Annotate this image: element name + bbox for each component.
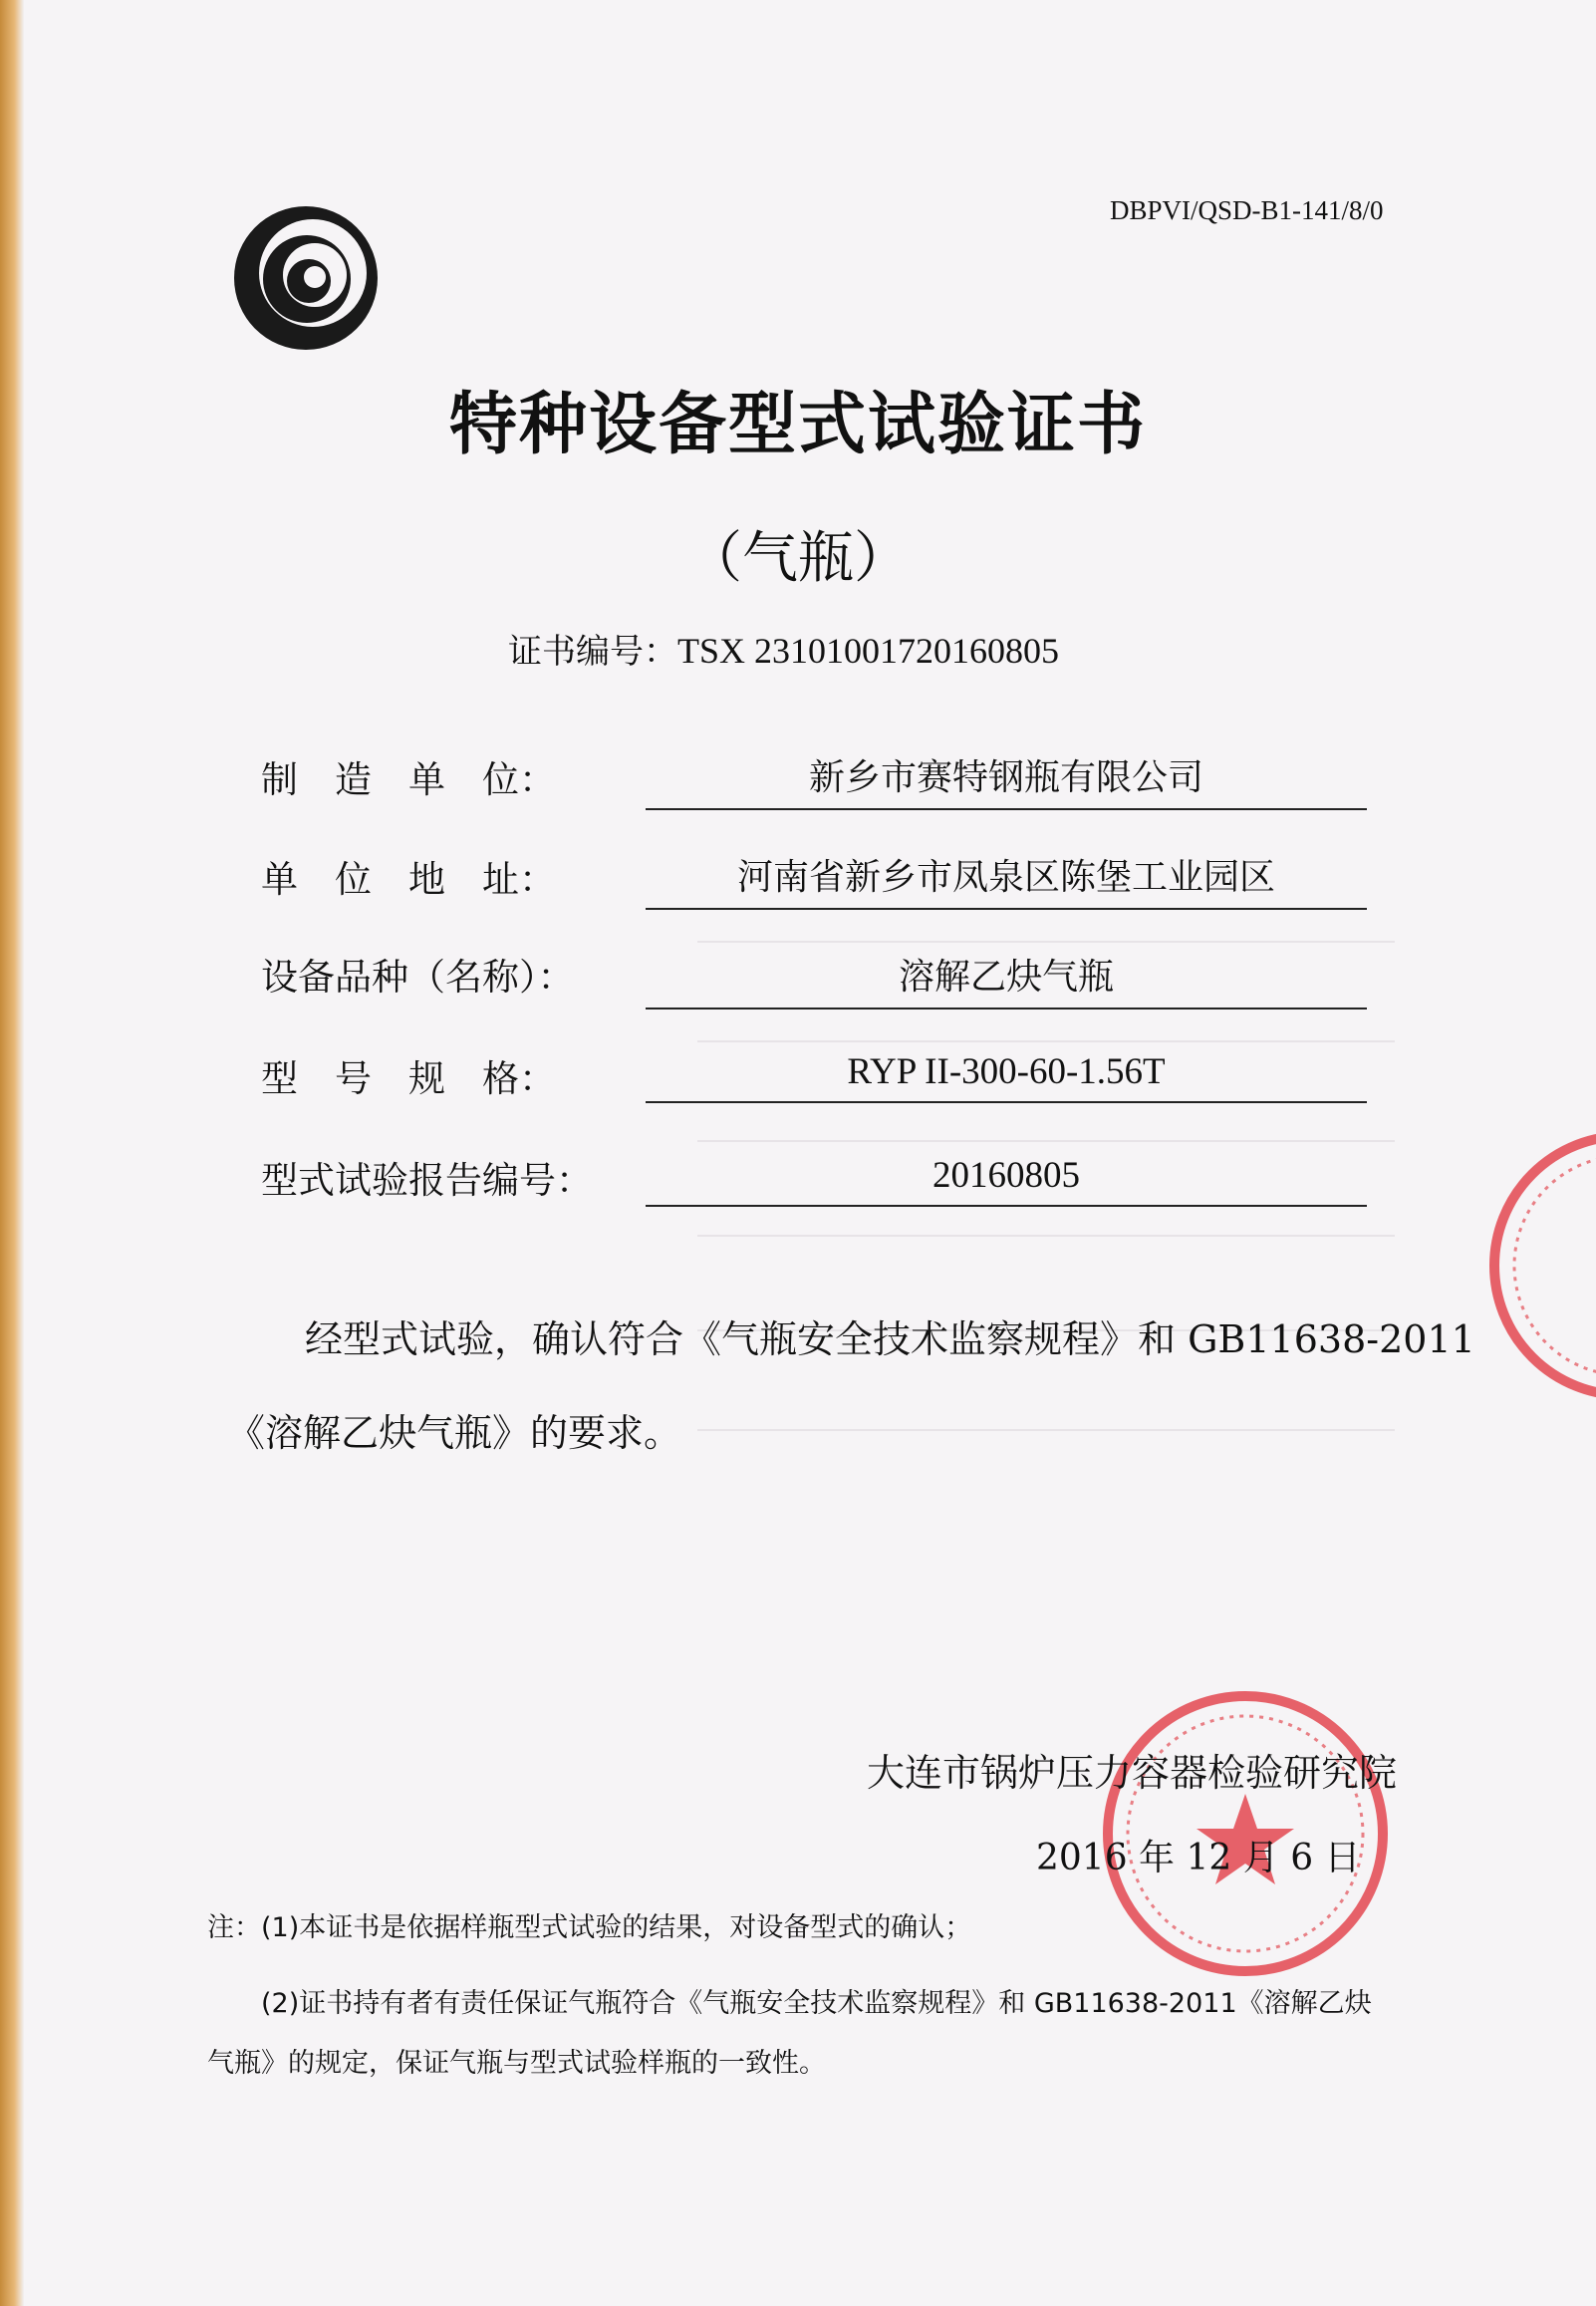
institute-logo-icon	[231, 203, 381, 353]
report-number-label: 型式试验报告编号：	[261, 1159, 593, 1202]
model-value: RYP II-300-60-1.56T	[646, 1050, 1367, 1103]
manufacturer-label: 制 造 单 位：	[261, 758, 556, 801]
note-2-line-2: 气瓶》的规定，保证气瓶与型式试验样瓶的一致性。	[207, 2048, 826, 2079]
certificate-number-value: TSX 23101001720160805	[677, 631, 1060, 671]
statement-line-2: 《溶解乙炔气瓶》的要求。	[227, 1411, 682, 1455]
certificate-subtitle: （气瓶）	[686, 526, 910, 591]
certificate-title: 特种设备型式试验证书	[448, 386, 1147, 464]
manufacturer-value: 新乡市赛特钢瓶有限公司	[646, 749, 1367, 810]
document-number: DBPVI/QSD-B1-141/8/0	[1110, 195, 1384, 225]
address-label: 单 位 地 址：	[261, 858, 556, 901]
statement-line-1: 经型式试验，确认符合《气瓶安全技术监察规程》和 GB11638-2011	[305, 1317, 1475, 1361]
note-1: 注：(1)本证书是依据样瓶型式试验的结果，对设备型式的确认；	[207, 1912, 972, 1943]
equipment-type-label: 设备品种（名称）：	[261, 956, 575, 999]
issuer-name: 大连市锅炉压力容器检验研究院	[867, 1751, 1398, 1795]
edge-seal-icon	[1474, 1116, 1596, 1415]
equipment-type-value: 溶解乙炔气瓶	[646, 949, 1367, 1009]
note-2-line-1: (2)证书持有者有责任保证气瓶符合《气瓶安全技术监察规程》和 GB11638-2011《溶解乙炔	[261, 1988, 1372, 2019]
issue-date: 2016 年 12 月 6 日	[1036, 1838, 1361, 1878]
certificate-number	[508, 624, 1059, 673]
report-number-value: 20160805	[646, 1154, 1367, 1207]
address-value: 河南省新乡市凤泉区陈堡工业园区	[646, 849, 1367, 910]
model-label: 型 号 规 格：	[261, 1057, 556, 1100]
certificate-number-label: 证书编号：	[508, 632, 677, 672]
